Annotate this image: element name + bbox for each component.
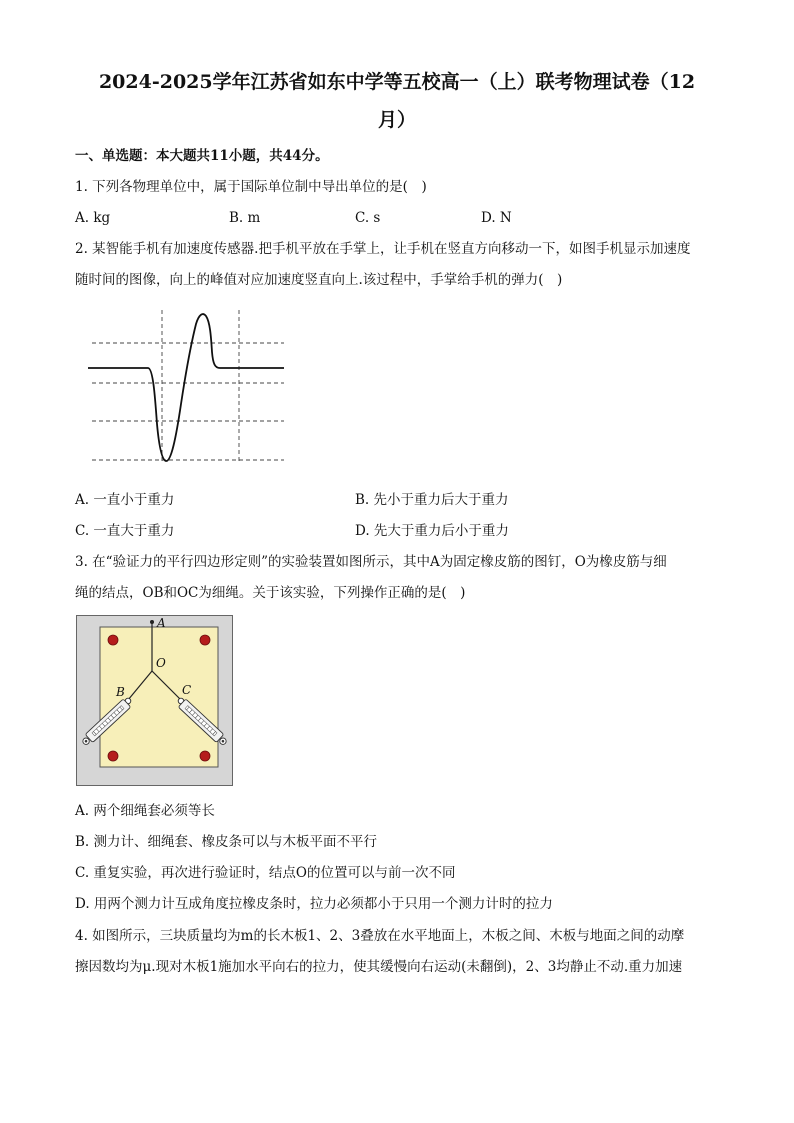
label-c: C [182, 683, 192, 697]
q1-option-b: B. m [229, 210, 261, 226]
acceleration-curve [88, 314, 284, 461]
acceleration-time-graph [86, 306, 286, 466]
q3-option-a: A. 两个细绳套必须等长 [75, 803, 215, 819]
page-title-line2: 月） [377, 109, 416, 131]
label-o: O [156, 656, 166, 670]
q4-stem-line1: 4. 如图所示，三块质量均为m的长木板1、2、3叠放在水平地面上，木板之间、木板与地面之间的动摩 [75, 928, 685, 944]
q3-option-c: C. 重复实验，再次进行验证时，结点O的位置可以与前一次不同 [75, 865, 456, 881]
q2-option-b: B. 先小于重力后大于重力 [355, 492, 509, 508]
section-heading: 一、单选题：本大题共11小题，共44分。 [75, 148, 329, 164]
q1-option-c: C. s [355, 210, 381, 226]
q3-option-d: D. 用两个测力计互成角度拉橡皮条时，拉力必须都小于只用一个测力计时的拉力 [75, 896, 553, 912]
q2-option-d: D. 先大于重力后小于重力 [355, 523, 509, 539]
q3-option-b: B. 测力计、细绳套、橡皮条可以与木板平面不平行 [75, 834, 378, 850]
label-b: B [116, 685, 125, 699]
q2-option-c: C. 一直大于重力 [75, 523, 175, 539]
q1-option-d: D. N [481, 210, 512, 226]
parallelogram-experiment-figure [76, 615, 234, 787]
q1-stem: 1. 下列各物理单位中，属于国际单位制中导出单位的是( ) [75, 179, 427, 195]
q2-option-a: A. 一直小于重力 [75, 492, 175, 508]
page-title-line1: 2024-2025学年江苏省如东中学等五校高一（上）联考物理试卷（12 [98, 71, 696, 93]
q3-stem-line1: 3. 在“验证力的平行四边形定则”的实验装置如图所示，其中A为固定橡皮筋的图钉，O为橡皮筋与细 [75, 554, 667, 570]
q3-stem-line2: 绳的结点，OB和OC为细绳。关于该实验，下列操作正确的是( ) [75, 585, 466, 601]
q2-stem-line2: 随时间的图像，向上的峰值对应加速度竖直向上.该过程中，手掌给手机的弹力( ) [75, 272, 563, 288]
q4-stem-line2: 擦因数均为μ.现对木板1施加水平向右的拉力，使其缓慢向右运动(未翻倒)，2、3均静止不动.重力加速 [75, 959, 683, 975]
label-a: A [157, 616, 166, 630]
q1-option-a: A. kg [75, 210, 111, 226]
q2-stem-line1: 2. 某智能手机有加速度传感器.把手机平放在手掌上，让手机在竖直方向移动一下，如图手机显示加速度 [75, 241, 691, 257]
